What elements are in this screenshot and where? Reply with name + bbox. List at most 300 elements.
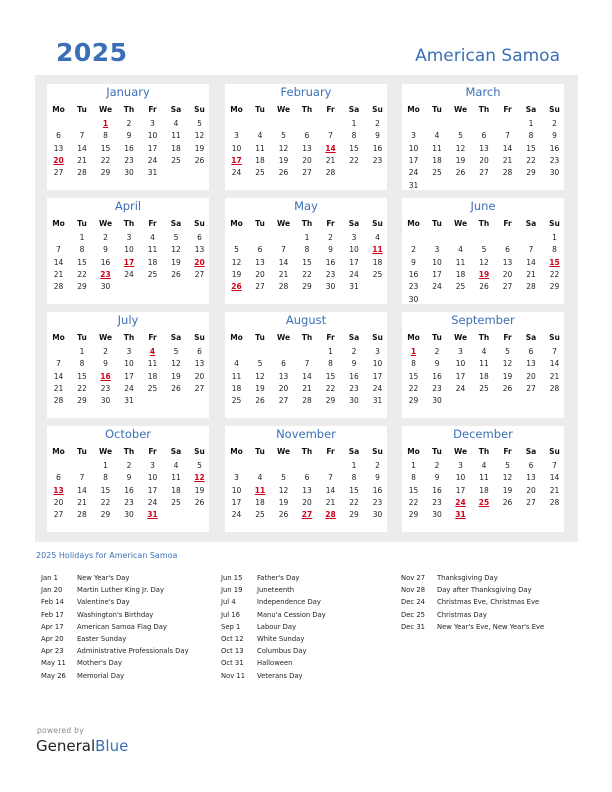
holiday-name: Administrative Professionals Day: [77, 647, 189, 656]
day-cell: 24: [455, 383, 466, 393]
weekday-header: Sa: [348, 105, 360, 114]
day-cell: 5: [505, 347, 510, 356]
month-name: June: [470, 199, 496, 213]
day-cell: 24: [372, 383, 383, 393]
holiday-name: American Samoa Flag Day: [77, 622, 167, 631]
day-cell: 30: [124, 168, 134, 178]
day-cell: 24: [124, 269, 134, 279]
holidays-title: 2025 Holidays for American Samoa: [36, 551, 178, 560]
day-cell: 21: [325, 497, 336, 507]
month-july: [47, 312, 209, 418]
day-cell: 24: [147, 497, 158, 507]
day-cell: 22: [526, 155, 536, 165]
day-cell: 10: [432, 257, 442, 267]
holiday-name: Thanksgiving Day: [437, 574, 498, 582]
day-cell: 27: [194, 269, 205, 279]
day-cell: 19: [194, 485, 205, 495]
holiday-date: Jun 19: [221, 586, 243, 595]
weekday-header: We: [453, 219, 468, 228]
month-march: [402, 84, 564, 190]
day-cell: 12: [278, 485, 289, 495]
day-cell: 3: [234, 131, 239, 141]
day-cell: 14: [53, 371, 64, 381]
weekday-header: Fr: [326, 447, 335, 456]
day-cell: 2: [126, 461, 132, 470]
month-name: January: [106, 85, 150, 99]
day-cell: 10: [147, 473, 158, 483]
holiday-date: May 26: [41, 671, 66, 680]
day-cell: 27: [526, 497, 536, 507]
weekday-header: Mo: [230, 447, 243, 456]
day-cell: 3: [434, 245, 440, 255]
day-cell: 14: [302, 371, 312, 381]
calendar-panel: [35, 75, 578, 542]
holiday-date: Nov 11: [221, 671, 246, 680]
day-cell: 10: [455, 473, 466, 483]
day-cell: 29: [408, 396, 419, 406]
day-cell: 11: [171, 131, 181, 141]
weekday-header: Sa: [525, 105, 537, 114]
day-cell: 10: [408, 143, 419, 153]
weekday-header: Th: [123, 105, 135, 114]
holiday-date: Oct 12: [221, 634, 244, 643]
weekday-header: Th: [301, 447, 313, 456]
day-cell: 30: [432, 510, 442, 520]
weekday-header: Sa: [348, 333, 360, 342]
day-cell: 1: [328, 347, 333, 356]
day-cell: 19: [231, 269, 242, 279]
day-cell: 5: [505, 461, 510, 470]
day-cell: 3: [411, 131, 416, 141]
day-cell: 9: [434, 473, 440, 483]
month-name: February: [280, 85, 332, 99]
holiday-day-cell: 19: [478, 269, 490, 279]
weekday-header: Tu: [255, 219, 265, 228]
day-cell: 4: [257, 131, 263, 141]
holiday-day-cell: 17: [231, 155, 242, 165]
weekday-header: Fr: [148, 219, 157, 228]
day-cell: 2: [434, 347, 440, 356]
day-cell: 26: [171, 269, 181, 279]
day-cell: 21: [278, 269, 289, 279]
weekday-header: Th: [301, 219, 313, 228]
day-cell: 2: [375, 119, 380, 128]
holiday-name: Memorial Day: [77, 671, 125, 680]
day-cell: 28: [278, 282, 289, 292]
day-cell: 16: [372, 143, 383, 153]
day-cell: 8: [411, 359, 416, 369]
day-cell: 4: [150, 233, 155, 242]
weekday-header: Su: [372, 333, 383, 342]
day-cell: 15: [100, 143, 111, 153]
day-cell: 29: [549, 282, 560, 292]
day-cell: 12: [171, 359, 181, 369]
weekday-header: Mo: [230, 333, 243, 342]
day-cell: 27: [194, 383, 205, 393]
day-cell: 17: [455, 371, 466, 381]
weekday-header: Su: [549, 447, 560, 456]
holiday-name: Halloween: [257, 659, 293, 668]
holiday-date: Dec 25: [401, 610, 425, 619]
weekday-header: Th: [123, 447, 135, 456]
day-cell: 2: [328, 233, 333, 242]
day-cell: 6: [481, 131, 487, 141]
weekday-header: Su: [549, 219, 560, 228]
weekday-header: Fr: [148, 333, 157, 342]
day-cell: 28: [77, 168, 87, 178]
day-cell: 4: [458, 245, 463, 255]
month-name: March: [465, 85, 501, 99]
day-cell: 7: [56, 359, 61, 369]
day-cell: 8: [351, 131, 357, 141]
holiday-day-cell: 16: [100, 371, 111, 381]
day-cell: 26: [194, 497, 205, 507]
holiday-date: Jul 4: [221, 598, 236, 607]
day-cell: 26: [502, 383, 513, 393]
holiday-date: Jul 16: [221, 610, 241, 619]
month-name: August: [285, 313, 327, 327]
day-cell: 15: [100, 485, 111, 495]
day-cell: 22: [408, 383, 419, 393]
day-cell: 17: [147, 143, 158, 153]
day-cell: 29: [77, 396, 87, 406]
day-cell: 5: [197, 119, 202, 128]
day-cell: 8: [328, 359, 333, 369]
day-cell: 20: [526, 371, 536, 381]
weekday-header: Su: [372, 219, 383, 228]
day-cell: 28: [53, 396, 64, 406]
day-cell: 6: [56, 131, 61, 141]
day-cell: 24: [432, 282, 442, 292]
day-cell: 15: [325, 371, 336, 381]
weekday-header: Mo: [407, 333, 420, 342]
day-cell: 21: [325, 155, 336, 165]
day-cell: 19: [455, 155, 466, 165]
day-cell: 9: [328, 245, 333, 255]
day-cell: 23: [432, 383, 442, 393]
day-cell: 5: [481, 245, 487, 255]
day-cell: 21: [502, 155, 513, 165]
day-cell: 25: [171, 497, 181, 507]
weekday-header: Mo: [230, 219, 243, 228]
day-cell: 20: [194, 371, 205, 381]
holiday-name: Washington's Birthday: [77, 610, 154, 619]
day-cell: 23: [100, 383, 111, 393]
day-cell: 8: [351, 473, 357, 483]
weekday-header: Mo: [230, 105, 243, 114]
weekday-header: We: [98, 447, 113, 456]
day-cell: 28: [502, 168, 513, 178]
day-cell: 25: [147, 269, 158, 279]
month-october: [47, 426, 209, 532]
weekday-header: Sa: [348, 219, 360, 228]
weekday-header: Su: [194, 447, 205, 456]
holiday-name: Columbus Day: [257, 647, 307, 656]
day-cell: 24: [147, 155, 158, 165]
day-cell: 6: [197, 233, 202, 242]
brand-general: General: [36, 737, 96, 755]
day-cell: 30: [432, 396, 442, 406]
day-cell: 4: [257, 473, 263, 483]
day-cell: 6: [304, 131, 310, 141]
holiday-date: Oct 31: [221, 659, 244, 668]
day-cell: 6: [257, 245, 263, 255]
day-cell: 30: [372, 510, 383, 520]
month-january: [47, 84, 209, 190]
day-cell: 15: [349, 143, 359, 153]
day-cell: 20: [479, 155, 489, 165]
holiday-name: New Year's Eve, New Year's Eve: [437, 622, 545, 631]
day-cell: 25: [171, 155, 181, 165]
day-cell: 1: [79, 347, 85, 356]
day-cell: 3: [351, 233, 357, 242]
month-name: September: [451, 313, 515, 327]
day-cell: 3: [150, 119, 155, 128]
weekday-header: Fr: [326, 333, 335, 342]
day-cell: 14: [526, 257, 536, 267]
day-cell: 30: [325, 282, 336, 292]
day-cell: 23: [372, 497, 383, 507]
weekday-header: Th: [478, 105, 490, 114]
day-cell: 11: [432, 143, 442, 153]
month-august: [225, 312, 387, 418]
weekday-header: Mo: [52, 447, 65, 456]
day-cell: 11: [147, 245, 158, 255]
holiday-date: Feb 14: [41, 598, 64, 607]
day-cell: 21: [53, 269, 64, 279]
weekday-header: Th: [123, 333, 135, 342]
day-cell: 17: [349, 257, 359, 267]
day-cell: 27: [479, 168, 489, 178]
weekday-header: Tu: [77, 333, 87, 342]
day-cell: 24: [231, 168, 242, 178]
day-cell: 29: [302, 282, 312, 292]
day-cell: 28: [302, 396, 312, 406]
holiday-name: Valentine's Day: [77, 598, 130, 607]
weekday-header: Fr: [503, 219, 512, 228]
holiday-date: Sep 1: [221, 622, 241, 631]
day-cell: 20: [53, 497, 64, 507]
day-cell: 7: [552, 461, 557, 470]
day-cell: 18: [479, 485, 489, 495]
day-cell: 2: [103, 233, 108, 242]
day-cell: 14: [53, 257, 64, 267]
day-cell: 18: [171, 485, 181, 495]
day-cell: 25: [255, 510, 265, 520]
weekday-header: Fr: [326, 219, 335, 228]
day-cell: 22: [302, 269, 312, 279]
day-cell: 4: [173, 461, 179, 470]
day-cell: 24: [124, 383, 134, 393]
day-cell: 22: [77, 383, 87, 393]
day-cell: 28: [526, 282, 536, 292]
day-cell: 30: [549, 168, 560, 178]
holiday-day-cell: 25: [478, 497, 490, 507]
holiday-day-cell: 1: [102, 119, 109, 128]
day-cell: 28: [77, 510, 87, 520]
holiday-day-cell: 13: [53, 485, 64, 495]
day-cell: 9: [126, 473, 132, 483]
weekday-header: Sa: [170, 105, 182, 114]
day-cell: 16: [325, 257, 336, 267]
day-cell: 14: [77, 143, 87, 153]
day-cell: 31: [124, 396, 134, 406]
day-cell: 11: [231, 371, 242, 381]
day-cell: 16: [432, 371, 442, 381]
day-cell: 4: [434, 131, 440, 141]
day-cell: 13: [479, 143, 489, 153]
day-cell: 12: [455, 143, 466, 153]
day-cell: 30: [100, 282, 111, 292]
day-cell: 3: [458, 347, 463, 356]
day-cell: 4: [481, 347, 487, 356]
month-name: November: [276, 427, 336, 441]
weekday-header: Tu: [255, 105, 265, 114]
day-cell: 22: [549, 269, 560, 279]
day-cell: 3: [126, 233, 132, 242]
day-cell: 8: [103, 131, 108, 141]
day-cell: 11: [171, 473, 181, 483]
day-cell: 5: [458, 131, 463, 141]
weekday-header: Th: [478, 219, 490, 228]
day-cell: 2: [411, 245, 416, 255]
holiday-name: Father's Day: [257, 574, 300, 582]
day-cell: 27: [526, 383, 536, 393]
day-cell: 29: [325, 396, 336, 406]
holiday-date: Apr 20: [41, 634, 64, 643]
day-cell: 1: [528, 119, 534, 128]
holiday-date: Dec 24: [401, 598, 425, 607]
day-cell: 23: [549, 155, 560, 165]
day-cell: 7: [281, 245, 286, 255]
weekday-header: Tu: [77, 105, 87, 114]
day-cell: 27: [502, 282, 513, 292]
weekday-header: Mo: [52, 219, 65, 228]
day-cell: 9: [434, 359, 440, 369]
brand-logo[interactable]: [36, 737, 128, 755]
day-cell: 31: [147, 168, 158, 178]
holiday-date: Dec 31: [401, 622, 425, 631]
day-cell: 25: [432, 168, 442, 178]
day-cell: 10: [231, 143, 242, 153]
day-cell: 8: [304, 245, 310, 255]
day-cell: 5: [234, 245, 239, 255]
day-cell: 17: [231, 497, 242, 507]
day-cell: 16: [549, 143, 560, 153]
day-cell: 8: [411, 473, 416, 483]
weekday-header: Tu: [255, 447, 265, 456]
day-cell: 23: [349, 383, 359, 393]
day-cell: 16: [349, 371, 359, 381]
day-cell: 24: [349, 269, 359, 279]
day-cell: 27: [53, 168, 64, 178]
day-cell: 22: [349, 497, 359, 507]
day-cell: 3: [458, 461, 463, 470]
day-cell: 16: [372, 485, 383, 495]
day-cell: 5: [173, 233, 179, 242]
holiday-name: Manu'a Cession Day: [257, 610, 326, 619]
day-cell: 22: [77, 269, 87, 279]
month-february: [225, 84, 387, 190]
day-cell: 1: [103, 461, 108, 470]
day-cell: 11: [255, 143, 265, 153]
day-cell: 11: [147, 359, 158, 369]
day-cell: 23: [408, 282, 419, 292]
day-cell: 19: [171, 371, 181, 381]
month-november: [225, 426, 387, 532]
day-cell: 10: [455, 359, 466, 369]
day-cell: 3: [375, 347, 380, 356]
day-cell: 20: [526, 485, 536, 495]
day-cell: 30: [408, 294, 419, 304]
holiday-day-cell: 20: [53, 155, 64, 165]
day-cell: 14: [325, 485, 336, 495]
day-cell: 19: [502, 485, 513, 495]
day-cell: 5: [257, 359, 263, 369]
weekday-header: Tu: [77, 447, 87, 456]
day-cell: 7: [328, 473, 333, 483]
weekday-header: Mo: [407, 219, 420, 228]
holiday-name: Veterans Day: [257, 671, 303, 680]
day-cell: 18: [255, 497, 265, 507]
weekday-header: Mo: [407, 105, 420, 114]
day-cell: 30: [349, 396, 359, 406]
weekday-header: Fr: [503, 447, 512, 456]
weekday-header: Tu: [432, 219, 442, 228]
weekday-header: We: [276, 333, 291, 342]
day-cell: 5: [281, 473, 286, 483]
day-cell: 29: [100, 510, 111, 520]
day-cell: 26: [278, 510, 289, 520]
holiday-name: Labour Day: [257, 622, 297, 631]
day-cell: 25: [455, 282, 466, 292]
day-cell: 26: [278, 168, 289, 178]
day-cell: 17: [372, 371, 383, 381]
weekday-header: We: [276, 219, 291, 228]
holiday-date: Nov 28: [401, 586, 426, 595]
day-cell: 19: [278, 497, 289, 507]
day-cell: 16: [124, 485, 134, 495]
day-cell: 15: [408, 485, 419, 495]
day-cell: 26: [502, 497, 513, 507]
day-cell: 1: [79, 233, 85, 242]
day-cell: 18: [231, 383, 242, 393]
day-cell: 16: [124, 143, 134, 153]
day-cell: 8: [79, 245, 85, 255]
day-cell: 18: [171, 143, 181, 153]
weekday-header: Th: [478, 447, 490, 456]
day-cell: 31: [408, 180, 419, 190]
day-cell: 20: [278, 383, 289, 393]
day-cell: 31: [349, 282, 359, 292]
weekday-header: We: [453, 105, 468, 114]
day-cell: 29: [349, 510, 359, 520]
weekday-header: Tu: [432, 447, 442, 456]
day-cell: 9: [351, 359, 357, 369]
holiday-day-cell: 4: [149, 347, 156, 356]
day-cell: 14: [549, 359, 560, 369]
weekday-header: Fr: [326, 105, 335, 114]
holiday-day-cell: 23: [100, 269, 111, 279]
day-cell: 25: [255, 168, 265, 178]
day-cell: 6: [56, 473, 61, 483]
day-cell: 15: [349, 485, 359, 495]
day-cell: 3: [234, 473, 239, 483]
day-cell: 10: [147, 131, 158, 141]
day-cell: 7: [328, 131, 333, 141]
day-cell: 20: [302, 497, 312, 507]
day-cell: 26: [171, 383, 181, 393]
